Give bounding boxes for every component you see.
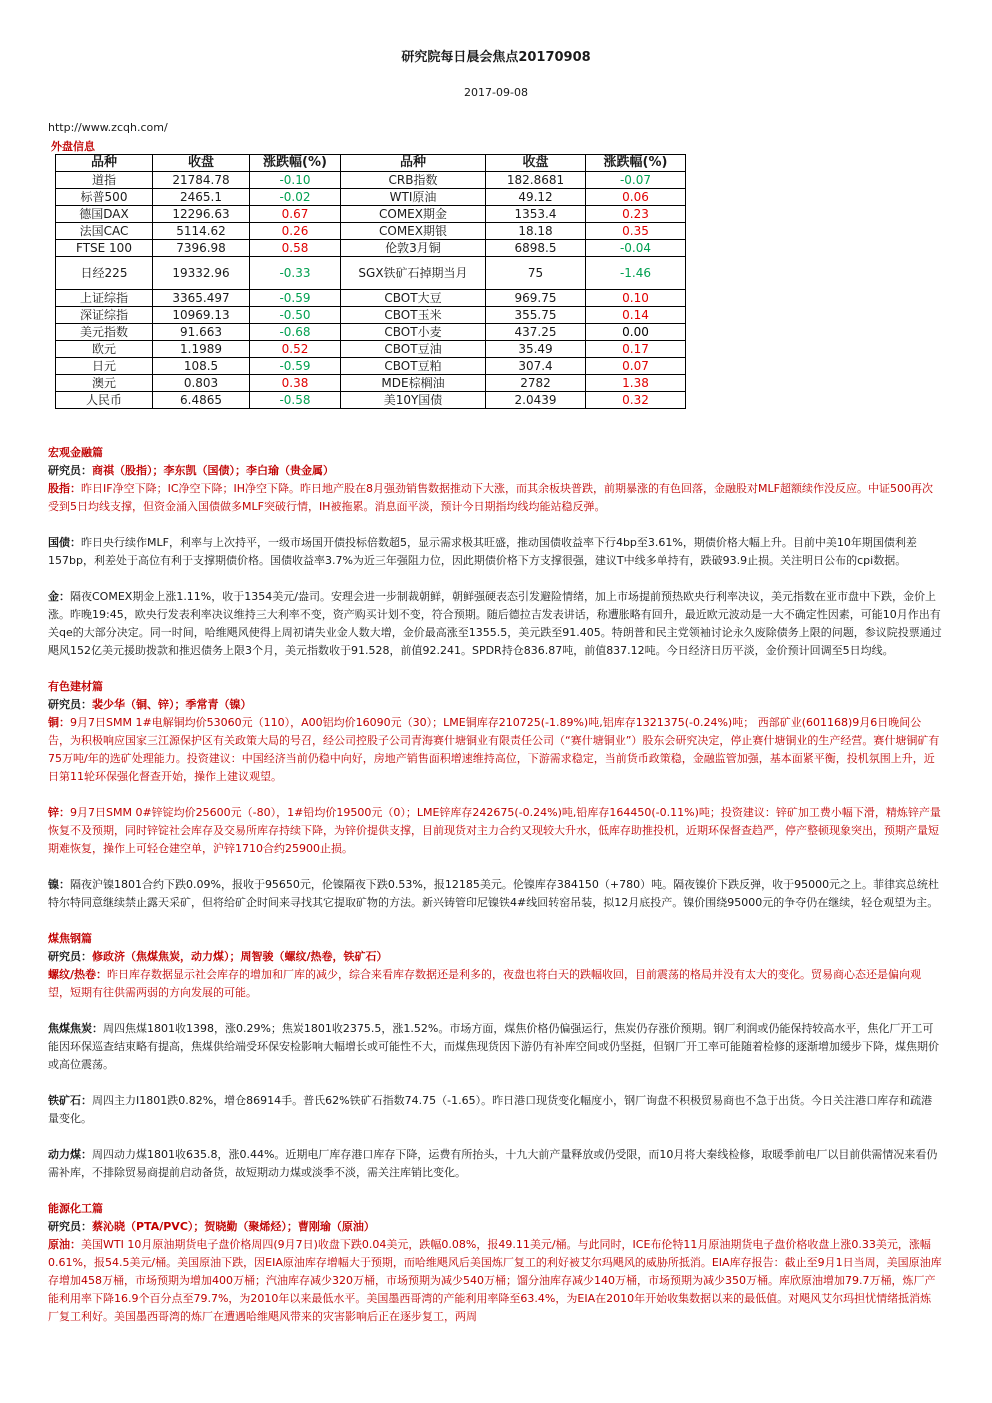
researcher-names: 蔡沁晓（PTA/PVC）；贺晓勤（聚烯烃）；曹刚瑜（原油） [92,1220,375,1233]
table-row [56,392,686,409]
close-value: 307.4 [486,358,586,375]
change-percent: -0.59 [250,290,341,307]
close-value: 437.25 [486,324,586,341]
instrument-name: CBOT豆粕 [341,358,486,375]
header-cell: 涨跌幅(%) [586,155,686,172]
close-value: 6898.5 [486,240,586,257]
paragraph-label: 螺纹/热卷： [48,968,108,981]
table-row [56,358,686,375]
header-cell: 收盘 [153,155,250,172]
paragraph-coke [48,1020,942,1074]
report-date: 2017-09-08 [464,86,528,99]
change-percent: 0.32 [586,392,686,409]
instrument-name: CBOT小麦 [341,324,486,341]
instrument-name: 日经225 [56,257,153,290]
paragraph-nickel [48,876,942,912]
paragraph-stock-index [48,480,942,516]
researcher-label: 研究员： [48,950,92,963]
change-percent: 0.06 [586,189,686,206]
researcher-names: 修政济（焦煤焦炭，动力煤）；周智骏（螺纹/热卷，铁矿石） [92,950,388,963]
paragraph-text: 昨日IF净空下降；IC净空下降；IH净空下降。昨日地产股在8月强劲销售数据推动下大涨，而其余板块普跌，前期暴涨的有色回落，金融股对MLF超额续作没反应。中证500再次受到5日均线支撑，但资金涌入国债做多MLF突破行情，IH被拖累。消息面平淡，预计今日期指均线均能站稳反弹。 [48,482,933,513]
paragraph-text: 隔夜COMEX期金上涨1.11%，收于1354美元/盎司。安理会进一步制裁朝鲜，朝鲜强硬表态引发避险情绪，加上市场提前预热欧央行利率决议，美元指数在亚市盘中下跌，金价上涨。昨晚19:45，欧央行发表利率决议维持三大利率不变，资产购买计划不变，符合预期。随后德拉吉发表讲话，称遭胀略有回升，最近欧元波动是一大不确定性因素，可能10月作出有关qe的大部分决定。同一时间，哈维飓风使得上周初请失业金人数大增，金价最高涨至1355.5，美元跌至91.405。特朗普和民主党领袖讨论永久废除债务上限的问题，参议院投票通过飓风152亿美元援助拨款和推迟债务上限3个月，美元指数收于91.528，前值92.241。SPDR持仓836.87吨，前值837.12吨。今日经济日历平淡，金价预计回调至5日均线。 [48,590,942,657]
change-percent: 0.17 [586,341,686,358]
researcher-label: 研究员： [48,1220,92,1233]
instrument-name: 美10Y国债 [341,392,486,409]
market-table [55,154,686,409]
instrument-name: 法国CAC [56,223,153,240]
paragraph-text: 美国WTI 10月原油期货电子盘价格周四(9月7日)收盘下跌0.04美元，跌幅0.08%，报49.11美元/桶。与此同时，ICE布伦特11月原油期货电子盘价格收盘上涨0.33美元，涨幅0.61%，报54.5美元/桶。美国原油下跌，因EIA原油库存增幅大于预期，而哈维飓风后美国炼厂复工的利好被艾尔玛飓风的威胁所抵消。EIA库存报告：截止至9月1日当周，美国原油库存增加458万桶，市场预期为增加400万桶；汽油库存减少320万桶，市场预期为减少540万桶；馏分油库存减少140万桶，市场预期为减少350万桶。库欣原油增加79.7万桶，炼厂产能利用率下降16.9个百分点至79.7%，为2010年以来最低水平。美国墨西哥湾的产能利用率降至63.4%，为EIA在2010年开始收集数据以来的最低值。对飓风艾尔玛担忧情绪抵消炼厂复工利好。美国墨西哥湾的炼厂在遭遇哈维飓风带来的灾害影响后正在逐步复工，两周 [48,1238,942,1323]
researcher-line [48,1218,942,1236]
change-percent: -0.58 [250,392,341,409]
close-value: 6.4865 [153,392,250,409]
paragraph-text: 昨日库存数据显示社会库存的增加和厂库的减少，综合来看库存数据还是利多的，夜盘也将白天的跌幅收回，目前震荡的格局并没有太大的变化。贸易商心态还是偏向观望，短期有往供需两弱的方向发展的可能。 [48,968,922,999]
paragraph-text: 隔夜沪镍1801合约下跌0.09%，报收于95650元，伦镍隔夜下跌0.53%，报12185美元。伦镍库存384150（+780）吨。隔夜镍价下跌反弹，收于95000元之上。菲律宾总统杜特尔特同意继续禁止露天采矿，但将给矿企时间来寻找其它提取矿物的方法。新兴铸管印尼镍铁4#线回转窑吊装，拟12月底投产。镍价围绕95000元的争夺仍在继续，轻仓观望为主。 [48,878,940,909]
paragraph-zinc [48,804,942,858]
researcher-line [48,696,942,714]
change-percent: -0.33 [250,257,341,290]
table-row [56,189,686,206]
change-percent: -0.68 [250,324,341,341]
researcher-label: 研究员： [48,464,92,477]
header-cell: 涨跌幅(%) [250,155,341,172]
website-link[interactable]: http://www.zcqh.com/ [48,121,168,134]
change-percent: 0.67 [250,206,341,223]
section-heading-energy: 能源化工篇 [48,1202,103,1215]
paragraph-steam-coal [48,1146,942,1182]
table-row [56,172,686,189]
close-value: 7396.98 [153,240,250,257]
paragraph-iron-ore [48,1092,942,1128]
researcher-label: 研究员： [48,698,92,711]
section-heading-coal-steel: 煤焦钢篇 [48,932,92,945]
paragraph-label: 镍： [48,878,70,891]
instrument-name: 伦敦3月铜 [341,240,486,257]
change-percent: -1.46 [586,257,686,290]
close-value: 1.1989 [153,341,250,358]
close-value: 12296.63 [153,206,250,223]
instrument-name: 道指 [56,172,153,189]
table-row [56,375,686,392]
instrument-name: WTI原油 [341,189,486,206]
change-percent: 1.38 [586,375,686,392]
instrument-name: 人民币 [56,392,153,409]
instrument-name: SGX铁矿石掉期当月 [341,257,486,290]
change-percent: 0.58 [250,240,341,257]
change-percent: 0.52 [250,341,341,358]
paragraph-label: 铜： [48,716,70,729]
paragraph-text: 9月7日SMM 0#锌锭均价25600元（-80），1#铅均价19500元（0）；LME锌库存242675(-0.24%)吨,铅库存164450(-0.11%)吨；投资建议：锌矿加工费小幅下滑，精炼锌产量恢复不及预期，同时锌锭社会库存及交易所库存持续下降，为锌价提供支撑，目前现货对主力合约又现较大升水，低库存助推投机，近期环保督查趋严，停产整顿现象突出，预期产量短期难恢复，操作上可轻仓建空单，沪锌1710合约25900止损。 [48,806,941,855]
instrument-name: CRB指数 [341,172,486,189]
report-content [48,444,942,1326]
researcher-names: 商祺（股指）；李东凯（国债）；李白瑜（贵金属） [92,464,334,477]
paragraph-label: 原油： [48,1238,81,1251]
instrument-name: COMEX期金 [341,206,486,223]
change-percent: -0.10 [250,172,341,189]
close-value: 355.75 [486,307,586,324]
change-percent: -0.02 [250,189,341,206]
instrument-name: 上证综指 [56,290,153,307]
section-heading-metals: 有色建材篇 [48,680,103,693]
paragraph-rebar [48,966,942,1002]
close-value: 75 [486,257,586,290]
paragraph-label: 国债： [48,536,81,549]
table-row [56,240,686,257]
instrument-name: 深证综指 [56,307,153,324]
instrument-name: 欧元 [56,341,153,358]
close-value: 2782 [486,375,586,392]
change-percent: 0.10 [586,290,686,307]
instrument-name: 日元 [56,358,153,375]
close-value: 108.5 [153,358,250,375]
close-value: 91.663 [153,324,250,341]
close-value: 969.75 [486,290,586,307]
paragraph-label: 金： [48,590,70,603]
close-value: 10969.13 [153,307,250,324]
instrument-name: 澳元 [56,375,153,392]
change-percent: 0.38 [250,375,341,392]
paragraph-label: 锌： [48,806,70,819]
close-value: 2.0439 [486,392,586,409]
table-row [56,206,686,223]
instrument-name: FTSE 100 [56,240,153,257]
change-percent: -0.50 [250,307,341,324]
paragraph-gold [48,588,942,660]
close-value: 35.49 [486,341,586,358]
change-percent: 0.14 [586,307,686,324]
researcher-names: 裴少华（铜、锌）；季常青（镍） [92,698,252,711]
paragraph-label: 股指： [48,482,81,495]
change-percent: 0.26 [250,223,341,240]
table-row [56,341,686,358]
instrument-name: 美元指数 [56,324,153,341]
table-row [56,324,686,341]
close-value: 3365.497 [153,290,250,307]
change-percent: 0.35 [586,223,686,240]
paragraph-bond [48,534,942,570]
change-percent: 0.07 [586,358,686,375]
change-percent: 0.00 [586,324,686,341]
header-cell: 品种 [56,155,153,172]
change-percent: -0.07 [586,172,686,189]
table-row [56,223,686,240]
change-percent: -0.04 [586,240,686,257]
paragraph-copper [48,714,942,786]
section-heading-macro: 宏观金融篇 [48,446,103,459]
paragraph-label: 铁矿石： [48,1094,92,1107]
instrument-name: CBOT大豆 [341,290,486,307]
instrument-name: CBOT豆油 [341,341,486,358]
close-value: 49.12 [486,189,586,206]
paragraph-label: 动力煤： [48,1148,92,1161]
close-value: 0.803 [153,375,250,392]
instrument-name: MDE棕榈油 [341,375,486,392]
instrument-name: COMEX期银 [341,223,486,240]
paragraph-text: 周四动力煤1801收635.8，涨0.44%。近期电厂库存港口库存下降，运费有所抬头，十九大前产量释放或仍受限，而10月将大秦线检修，取暖季前电厂以目前供需情况来看仍需补库，不排除贸易商提前启动备货，故短期动力煤或淡季不淡，需关注库销比变化。 [48,1148,938,1179]
change-percent: -0.59 [250,358,341,375]
close-value: 182.8681 [486,172,586,189]
close-value: 2465.1 [153,189,250,206]
table-row [56,307,686,324]
close-value: 19332.96 [153,257,250,290]
paragraph-text: 周四焦煤1801收1398，涨0.29%；焦炭1801收2375.5，涨1.52%。市场方面，煤焦价格仍偏强运行，焦炭仍存涨价预期。钢厂利润或仍能保持较高水平，焦化厂开工可能因环保巡查结束略有提高，焦煤供给端受环保安检影响大幅增长或可能性不大，而煤焦现货因下游仍有补库空间或仍坚挺，但钢厂开工率可能随着检修的逐渐增加缓步下降，煤焦期价或高位震荡。 [48,1022,939,1071]
table-row [56,257,686,290]
report-title: 研究院每日晨会焦点20170908 [401,50,591,65]
header-cell: 收盘 [486,155,586,172]
table-row [56,290,686,307]
researcher-line [48,462,942,480]
close-value: 21784.78 [153,172,250,189]
instrument-name: CBOT玉米 [341,307,486,324]
table-header-row [56,155,686,172]
researcher-line [48,948,942,966]
close-value: 5114.62 [153,223,250,240]
close-value: 18.18 [486,223,586,240]
change-percent: 0.23 [586,206,686,223]
header-cell: 品种 [341,155,486,172]
close-value: 1353.4 [486,206,586,223]
instrument-name: 德国DAX [56,206,153,223]
market-table-label: 外盘信息 [51,140,95,153]
paragraph-text: 昨日央行续作MLF，利率与上次持平，一级市场国开债投标倍数超5，显示需求极其旺盛，推动国债收益率下行4bp至3.61%，期债价格大幅上升。目前中美10年期国债利差157bp，利差处于高位有利于支撑期债价格。国债收益率3.7%为近三年强阻力位，因此期债价格下方支撑很强，建议T中线多单持有，跌破93.9止损。关注明日公布的cpi数据。 [48,536,917,567]
instrument-name: 标普500 [56,189,153,206]
paragraph-crude [48,1236,942,1326]
paragraph-text: 9月7日SMM 1#电解铜均价53060元（110），A00铝均价16090元（30）；LME铜库存210725(-1.89%)吨,铝库存1321375(-0.24%)吨； 西部矿业(601168)9月6日晚间公告，为积极响应国家三江源保护区有关政策大局的号召，经公司控股子公司青海赛什塘铜业有限责任公司（“赛什塘铜业”）股东会研究决定，停止赛什塘铜业的生产经营。赛什塘铜矿有75万吨/年的选矿处理能力。投资建议：中国经济当前仍稳中向好，房地产销售面积增速维持高位，下游需求稳定，当前货币政策稳，金融监管加强，基本面紧平衡，投机氛围上升，近日第11轮环保强化督查开始，操作上建议观望。 [48,716,940,783]
paragraph-label: 焦煤焦炭： [48,1022,103,1035]
paragraph-text: 周四主力I1801跌0.82%，增仓86914手。普氏62%铁矿石指数74.75（-1.65）。昨日港口现货变化幅度小，钢厂询盘不积极贸易商也不急于出货。今日关注港口库存和疏港量变化。 [48,1094,933,1125]
